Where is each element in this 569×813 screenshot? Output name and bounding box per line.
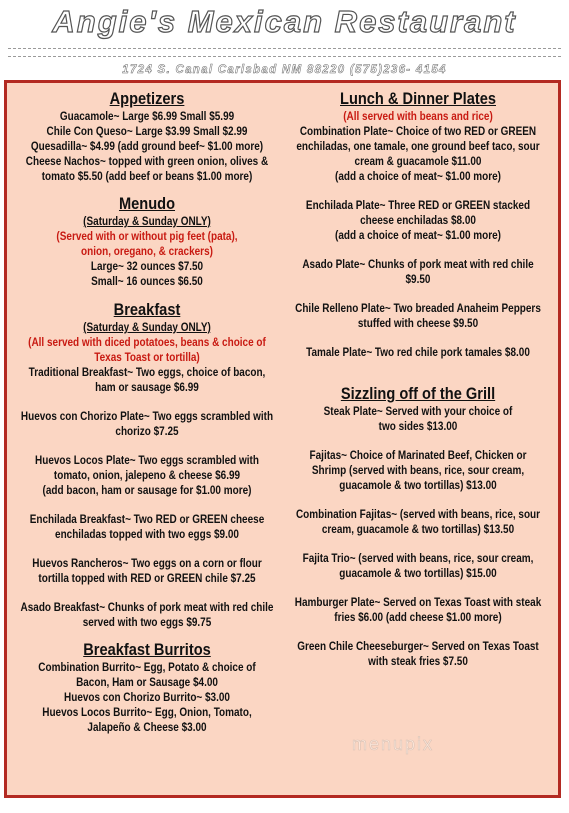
menu-item: Green Chile Cheeseburger~ Served on Texas Toast with steak fries $7.50 bbox=[297, 640, 539, 668]
menu-item: Large~ 32 ounces $7.50 bbox=[90, 260, 204, 273]
menu-item: Fajitas~ Choice of Marinated Beef, Chicken or Shrimp (served with beans, rice, sour cream, guacamole & two tortillas) $13.00 bbox=[309, 449, 527, 492]
menu-item: Huevos con Chorizo Burrito~ $3.00 bbox=[64, 691, 230, 704]
menu-item: Hamburger Plate~ Served on Texas Toast with steak fries $6.00 (add cheese $1.00 more) bbox=[294, 596, 542, 624]
menu-item: Huevos Locos Plate~ Two eggs scrambled with tomato, onion, jalepeno & cheese $6.99 (add bacon, ham or sausage for $1.00 more) bbox=[35, 454, 259, 497]
menu-item: Steak Plate~ Served with your choice of two sides $13.00 bbox=[323, 405, 513, 433]
menu-item: Huevos Locos Burrito~ Egg, Onion, Tomato, Jalapeño & Cheese $3.00 bbox=[42, 706, 252, 734]
menu-item: Asado Plate~ Chunks of pork meat with red chile $9.50 bbox=[302, 258, 534, 286]
menu-frame bbox=[4, 80, 561, 798]
menudo-days-note: (Saturday & Sunday ONLY) bbox=[83, 215, 211, 228]
grill-heading: Sizzling off of the Grill bbox=[340, 384, 496, 403]
menu-item: Chile Relleno Plate~ Two breaded Anaheim Peppers stuffed with cheese $9.50 bbox=[295, 302, 541, 330]
appetizers-heading: Appetizers bbox=[109, 89, 185, 108]
menu-item: Cheese Nachos~ topped with green onion, olives & tomato $5.50 (add beef or beans $1.00 more) bbox=[25, 155, 269, 183]
breakfast-days-note: (Saturday & Sunday ONLY) bbox=[83, 321, 211, 334]
restaurant-title: Angie's Mexican Restaurant bbox=[52, 4, 517, 39]
menu-item: Small~ 16 ounces $6.50 bbox=[91, 275, 203, 288]
menu-item: Huevos con Chorizo Plate~ Two eggs scrambled with chorizo $7.25 bbox=[20, 410, 274, 438]
menu-item: Combination Burrito~ Egg, Potato & choice of Bacon, Ham or Sausage $4.00 bbox=[38, 661, 256, 689]
right-column bbox=[277, 83, 559, 669]
plates-heading: Lunch & Dinner Plates bbox=[340, 89, 496, 108]
menu-item: Enchilada Breakfast~ Two RED or GREEN cheese enchiladas topped with two eggs $9.00 bbox=[29, 513, 265, 541]
title-rule-top bbox=[8, 48, 561, 49]
left-column bbox=[11, 83, 283, 735]
address-line: 1724 S. Canal Carlsbad NM 88220 (575)236- 4154 bbox=[122, 64, 447, 76]
breakfast-served-note: (All served with diced potatoes, beans & choice of Texas Toast or tortilla) bbox=[28, 336, 266, 364]
menu-item: Asado Breakfast~ Chunks of pork meat with red chile served with two eggs $9.75 bbox=[20, 601, 274, 629]
menu-item: Combination Plate~ Choice of two RED or GREEN enchiladas, one tamale, one ground beef taco, sour cream & guacamole $11.00 (add a choice of meat~ $1.00 more) bbox=[296, 125, 540, 183]
menu-item: Fajita Trio~ (served with beans, rice, sour cream, guacamole & two tortillas) $15.00 bbox=[302, 552, 534, 580]
plates-served-note: (All served with beans and rice) bbox=[343, 110, 493, 123]
menu-item: Huevos Rancheros~ Two eggs on a corn or flour tortilla topped with RED or GREEN chile $7.25 bbox=[32, 557, 262, 585]
menu-item: Quesadilla~ $4.99 (add ground beef~ $1.00 more) bbox=[30, 140, 264, 153]
breakfast-heading: Breakfast bbox=[113, 300, 181, 319]
menudo-served-note: (Served with or without pig feet (pata), onion, oregano, & crackers) bbox=[56, 230, 238, 258]
burritos-heading: Breakfast Burritos bbox=[83, 640, 211, 659]
menu-item: Guacamole~ Large $6.99 Small $5.99 bbox=[59, 110, 235, 123]
menu-item: Chile Con Queso~ Large $3.99 Small $2.99 bbox=[46, 125, 248, 138]
menu-item: Combination Fajitas~ (served with beans, rice, sour cream, guacamole & two tortillas) $13.50 bbox=[295, 508, 541, 536]
menudo-heading: Menudo bbox=[118, 194, 176, 213]
menu-item: Enchilada Plate~ Three RED or GREEN stacked cheese enchiladas $8.00 (add a choice of meat~ $1.00 more) bbox=[305, 199, 531, 242]
menu-item: Tamale Plate~ Two red chile pork tamales $8.00 bbox=[306, 346, 530, 359]
watermark-logo: menupix bbox=[352, 734, 435, 754]
menu-item: Traditional Breakfast~ Two eggs, choice of bacon, ham or sausage $6.99 bbox=[28, 366, 266, 394]
title-rule-bottom bbox=[8, 56, 561, 57]
